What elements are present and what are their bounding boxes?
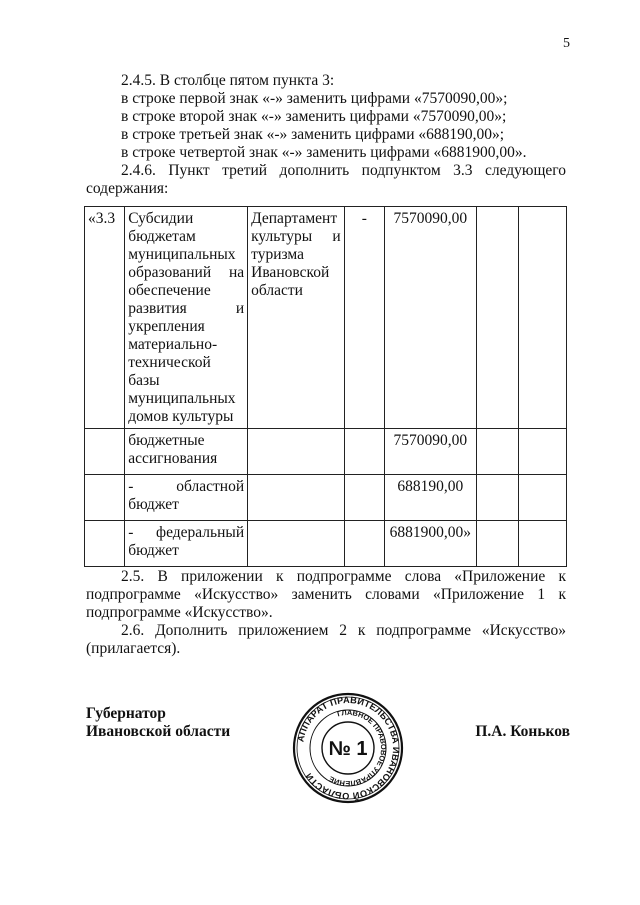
signatory-position: Губернатор: [86, 705, 166, 722]
table-cell-amount: 688190,00: [385, 475, 477, 521]
seal-outer-text: АППАРАТ ПРАВИТЕЛЬСТВА ИВАНОВСКОЙ ОБЛАСТИ: [295, 694, 402, 802]
cell-line: - федеральный: [128, 524, 245, 541]
table-cell-empty: [519, 475, 567, 521]
table-cell-empty: [344, 521, 384, 567]
text-line: 2.4.6. Пункт третий дополнить подпунктом 3.3 следующего: [121, 162, 566, 179]
text-line: 2.6. Дополнить приложением 2 к подпрограмме «Искусство»: [121, 622, 566, 639]
cell-line: бюджет: [128, 496, 179, 513]
amendment-table: [84, 206, 567, 567]
table-cell-amount: 6881900,00»: [385, 521, 477, 567]
text-line: подпрограмме «Искусство» заменить словами «Приложение 1 к: [86, 586, 566, 603]
table-cell-empty: [476, 429, 518, 475]
cell-line: образований на: [128, 264, 245, 281]
cell-line: ассигнования: [128, 450, 218, 467]
text-line: (прилагается).: [86, 640, 181, 657]
cell-line: бюджет: [128, 542, 179, 559]
cell-line: Субсидии: [128, 210, 194, 227]
table-cell-empty: [476, 207, 518, 429]
text-line: 2.5. В приложении к подпрограмме слова «Приложение к: [121, 568, 566, 585]
table-cell-empty: [519, 429, 567, 475]
seal-inner-text: ГЛАВНОЕ ПРАВОВОЕ УПРАВЛЕНИЕ: [327, 707, 389, 789]
cell-line: Ивановской: [251, 264, 330, 281]
signatory-name: П.А. Коньков: [475, 723, 570, 740]
table-cell-name: [125, 475, 248, 521]
table-cell-name: [125, 521, 248, 567]
cell-line: бюджетам: [128, 228, 196, 245]
text-line: в строке третьей знак «-» заменить цифрами «688190,00»;: [121, 126, 505, 143]
table-cell-empty: [248, 429, 345, 475]
cell-line: области: [251, 282, 303, 299]
cell-line: муниципальных: [128, 390, 236, 407]
cell-line: материально-: [128, 336, 218, 353]
cell-line: культуры и: [251, 228, 341, 245]
table-cell-number: «3.3: [85, 207, 125, 429]
cell-line: укрепления: [128, 318, 205, 335]
table-row: [85, 521, 567, 567]
cell-line: муниципальных: [128, 246, 236, 263]
signatory-region: Ивановской области: [86, 723, 231, 740]
cell-line: - областной: [128, 478, 245, 495]
table-cell-col4: -: [344, 207, 384, 429]
table-cell-name: [125, 429, 248, 475]
cell-line: Департамент: [251, 210, 338, 227]
table-cell-empty: [344, 475, 384, 521]
signatory-title: [86, 705, 230, 741]
table-cell-empty: [476, 521, 518, 567]
table-cell-empty: [476, 475, 518, 521]
table-cell-executor: [248, 207, 345, 429]
table-cell-empty: [248, 475, 345, 521]
seal-center-number: № 1: [328, 738, 368, 760]
table-cell-name: [125, 207, 248, 429]
text-line: в строке второй знак «-» заменить цифрами «7570090,00»;: [121, 108, 507, 125]
section-2-4-5: [86, 72, 566, 162]
section-2-6: [86, 622, 566, 658]
table-cell-empty: [519, 521, 567, 567]
page-number: 5: [563, 36, 570, 51]
text-line: содержания:: [86, 180, 169, 197]
section-2-4-6: [86, 162, 566, 198]
cell-line: обеспечение: [128, 282, 211, 299]
table-cell-empty: [85, 429, 125, 475]
table-row: [85, 475, 567, 521]
text-line: 2.4.5. В столбце пятом пункта 3:: [121, 72, 335, 89]
text-line: в строке первой знак «-» заменить цифрами «7570090,00»;: [121, 90, 508, 107]
table-cell-empty: [248, 521, 345, 567]
table-cell-empty: [519, 207, 567, 429]
table-cell-empty: [85, 475, 125, 521]
table-cell-amount: 7570090,00: [385, 429, 477, 475]
table-cell-empty: [344, 429, 384, 475]
cell-line: домов культуры: [128, 408, 234, 425]
table-cell-empty: [85, 521, 125, 567]
section-2-5: [86, 568, 566, 622]
table-cell-amount: 7570090,00: [385, 207, 477, 429]
text-line: подпрограмме «Искусство».: [86, 604, 273, 621]
table-row: [85, 429, 567, 475]
official-seal-stamp: [292, 692, 404, 804]
text-line: в строке четвертой знак «-» заменить цифрами «6881900,00».: [121, 144, 527, 161]
table-row: [85, 207, 567, 429]
cell-line: развития и: [128, 300, 245, 317]
cell-line: бюджетные: [128, 432, 205, 449]
cell-line: туризма: [251, 246, 304, 263]
cell-line: технической базы: [128, 354, 211, 389]
